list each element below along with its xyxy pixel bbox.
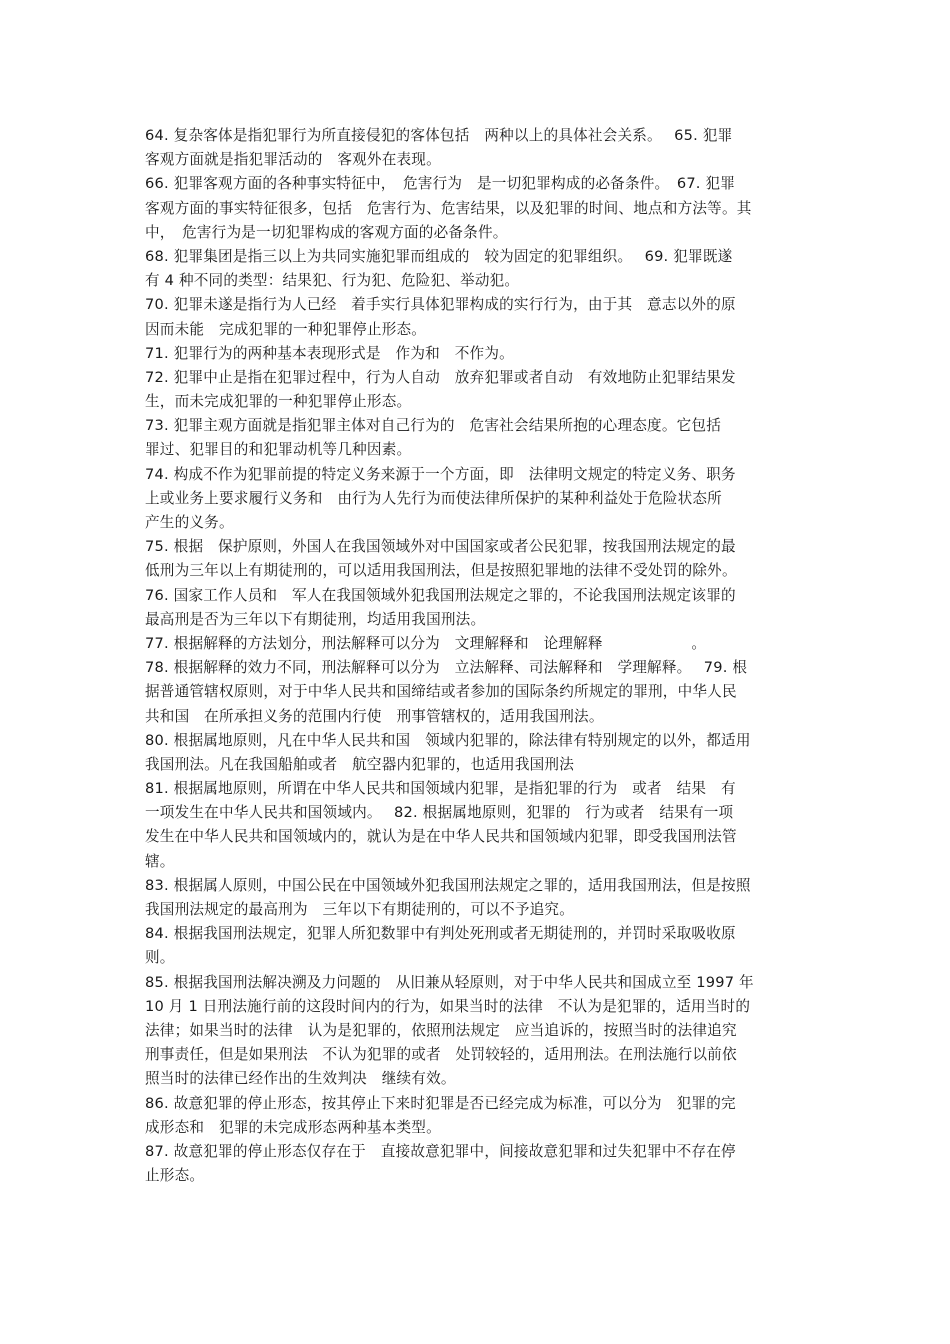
text-line: 照当时的法律已经作出的生效判决 继续有效。 xyxy=(145,1070,456,1088)
text-line: 86. 故意犯罪的停止形态，按其停止下来时犯罪是否已经完成为标准，可以分为 犯罪的完 xyxy=(145,1094,736,1112)
text-line: 75. 根据 保护原则，外国人在我国领域外对中国国家或者公民犯罪，按我国刑法规定的最 xyxy=(145,538,736,556)
text-line: 我国刑法规定的最高刑为 三年以下有期徒刑的，可以不予追究。 xyxy=(145,901,575,918)
text-line: 73. 犯罪主观方面就是指犯罪主体对自己行为的 危害社会结果所抱的心理态度。它包括 xyxy=(145,417,722,435)
text-line: 辖。 xyxy=(145,852,175,870)
text-line: 70. 犯罪未遂是指行为人已经 着手实行具体犯罪构成的实行行为，由于其 意志以外的原 xyxy=(145,296,736,314)
text-line: 我国刑法。凡在我国船舶或者 航空器内犯罪的，也适用我国刑法 xyxy=(145,755,575,773)
text-line: 71. 犯罪行为的两种基本表现形式是 作为和 不作为。 xyxy=(145,344,514,362)
text-line: 78. 根据解释的效力不同，刑法解释可以分为 立法解释、司法解释和 学理解释。 79. 根 xyxy=(145,659,748,677)
text-line: 68. 犯罪集团是指三以上为共同实施犯罪而组成的 较为固定的犯罪组织。 69. 犯罪既遂 xyxy=(145,247,733,265)
text-line: 低刑为三年以上有期徒刑的，可以适用我国刑法，但是按照犯罪地的法律不受处罚的除外。 xyxy=(145,562,737,580)
text-line: 客观方面就是指犯罪活动的 客观外在表现。 xyxy=(145,151,441,169)
text-line: 83. 根据属人原则，中国公民在中国领域外犯我国刑法规定之罪的，适用我国刑法，但是按照 xyxy=(145,876,751,894)
text-line: 生，而未完成犯罪的一种犯罪停止形态。 xyxy=(145,393,412,411)
text-line: 产生的义务。 xyxy=(145,514,234,531)
text-line: 上或业务上要求履行义务和 由行为人先行为而使法律所保护的某种利益处于危险状态所 xyxy=(145,489,722,507)
text-line: 84. 根据我国刑法规定，犯罪人所犯数罪中有判处死刑或者无期徒刑的，并罚时采取吸收原 xyxy=(145,925,736,943)
text-line: 85. 根据我国刑法解决溯及力问题的 从旧兼从轻原则，对于中华人民共和国成立至 1997 年 xyxy=(145,973,754,991)
text-line: 中， 危害行为是一切犯罪构成的客观方面的必备条件。 xyxy=(145,223,508,241)
text-line: 74. 构成不作为犯罪前提的特定义务来源于一个方面，即 法律明文规定的特定义务、职务 xyxy=(145,465,736,483)
text-line: 有 4 种不同的类型：结果犯、行为犯、危险犯、举动犯。 xyxy=(145,272,520,290)
text-line: 成形态和 犯罪的未完成形态两种基本类型。 xyxy=(145,1118,441,1136)
document-body xyxy=(145,124,810,1188)
text-line: 80. 根据属地原则，凡在中华人民共和国 领域内犯罪的，除法律有特别规定的以外，都适用 xyxy=(145,731,751,749)
text-line: 最高刑是否为三年以下有期徒刑，均适用我国刑法。 xyxy=(145,610,486,628)
text-line: 10 月 1 日刑法施行前的这段时间内的行为，如果当时的法律 不认为是犯罪的，适用当时的 xyxy=(145,997,751,1015)
text-line: 因而未能 完成犯罪的一种犯罪停止形态。 xyxy=(145,320,427,338)
text-line: 64. 复杂客体是指犯罪行为所直接侵犯的客体包括 两种以上的具体社会关系。 65. 犯罪 xyxy=(145,127,733,144)
text-line: 72. 犯罪中止是指在犯罪过程中，行为人自动 放弃犯罪或者自动 有效地防止犯罪结果发 xyxy=(145,368,736,386)
text-line: 发生在中华人民共和国领域内的，就认为是在中华人民共和国领域内犯罪，即受我国刑法管 xyxy=(145,828,737,846)
text-line: 66. 犯罪客观方面的各种事实特征中， 危害行为 是一切犯罪构成的必备条件。 67. 犯罪 xyxy=(145,175,736,193)
text-line: 81. 根据属地原则，所谓在中华人民共和国领域内犯罪，是指犯罪的行为 或者 结果 有 xyxy=(145,780,736,798)
text-line: 罪过、犯罪目的和犯罪动机等几种因素。 xyxy=(145,441,412,459)
text-line: 一项发生在中华人民共和国领域内。 82. 根据属地原则，犯罪的 行为或者 结果有一项 xyxy=(145,804,734,822)
text-line: 客观方面的事实特征很多，包括 危害行为、危害结果，以及犯罪的时间、地点和方法等。其 xyxy=(145,199,752,217)
text-line: 87. 故意犯罪的停止形态仅存在于 直接故意犯罪中，间接故意犯罪和过失犯罪中不存在停 xyxy=(145,1142,736,1160)
text-line: 77. 根据解释的方法划分，刑法解释可以分为 文理解释和 论理解释 。 xyxy=(145,634,707,652)
text-line: 止形态。 xyxy=(145,1167,205,1185)
text-line: 共和国 在所承担义务的范围内行使 刑事管辖权的，适用我国刑法。 xyxy=(145,707,604,725)
text-line: 法律；如果当时的法律 认为是犯罪的，依照刑法规定 应当追诉的，按照当时的法律追究 xyxy=(145,1021,737,1039)
text-line: 76. 国家工作人员和 军人在我国领域外犯我国刑法规定之罪的，不论我国刑法规定该罪的 xyxy=(145,586,736,604)
text-line: 据普通管辖权原则，对于中华人民共和国缔结或者参加的国际条约所规定的罪刑，中华人民 xyxy=(145,683,737,701)
text-line: 则。 xyxy=(145,949,175,967)
text-line: 刑事责任，但是如果刑法 不认为犯罪的或者 处罚较轻的，适用刑法。在刑法施行以前依 xyxy=(145,1046,737,1064)
